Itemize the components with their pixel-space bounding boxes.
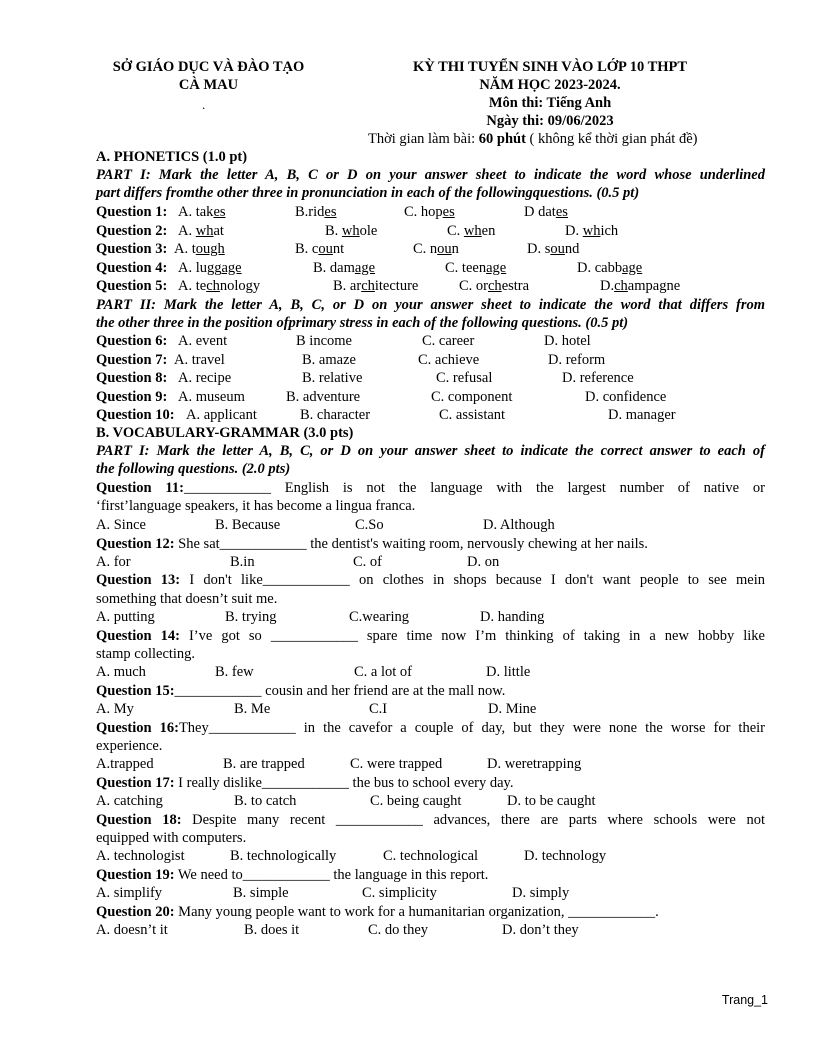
- option-b[interactable]: [313, 259, 375, 277]
- underlined-part: age: [221, 259, 242, 276]
- question-6-row: [96, 332, 776, 350]
- option-a[interactable]: A. putting: [96, 609, 155, 625]
- question-13-options: [96, 608, 776, 626]
- underlined-part: wh: [582, 222, 601, 239]
- exam-title: KỲ THI TUYỂN SINH VÀO LỚP 10 THPT: [412, 59, 688, 75]
- option-b[interactable]: B. to catch: [234, 793, 297, 809]
- option-c[interactable]: [445, 259, 506, 277]
- question-text: Despite many recent ____________ advances, there are parts where schools were not: [181, 812, 765, 828]
- option-text: D. cabb: [577, 259, 623, 276]
- question-12-options: [96, 553, 776, 571]
- question-14-options: [96, 663, 776, 681]
- question-label: Question 7:: [96, 351, 168, 368]
- option-d[interactable]: D. on: [467, 554, 500, 570]
- option-d[interactable]: D. simply: [512, 885, 570, 901]
- question-13: [96, 571, 765, 589]
- section-a-part1-instruction-2: part differs fromthe other three in pronunciation in each of the followingquestions. (0.5 pt): [96, 185, 640, 201]
- option-b[interactable]: [295, 203, 337, 221]
- question-3-row: [96, 240, 776, 258]
- option-d[interactable]: D. weretrapping: [487, 756, 582, 772]
- option-d[interactable]: D. manager: [608, 407, 676, 423]
- option-b[interactable]: [295, 240, 344, 258]
- school-year: NĂM HỌC 2023-2024.: [479, 77, 621, 93]
- option-text: B. dam: [313, 259, 355, 276]
- section-a-part1-instruction-1: PART I: Mark the letter A, B, C or D on your answer sheet to indicate the word whose underlined: [96, 167, 765, 183]
- question-5-row: [96, 277, 776, 295]
- question-label: Question 3:: [96, 241, 168, 257]
- option-text: A. lugg: [178, 259, 222, 276]
- question-11-cont: ‘first’language speakers, it has become a lingua franca.: [96, 498, 416, 514]
- option-b[interactable]: B. trying: [225, 609, 277, 625]
- option-d[interactable]: [565, 222, 618, 240]
- question-label: Question 18:: [96, 812, 182, 828]
- option-text: D dat: [524, 204, 556, 220]
- option-a[interactable]: A. Since: [96, 517, 146, 533]
- option-text: nt: [332, 241, 345, 257]
- time-allowed: [368, 130, 697, 148]
- option-text: ich: [600, 222, 619, 239]
- section-a-title: A. PHONETICS (1.0 pt): [96, 149, 248, 165]
- section-a-part2-instruction-2: the other three in the position ofprimary stress in each of the following questions. (0.5 pt): [96, 315, 629, 331]
- option-d[interactable]: [600, 277, 680, 295]
- underlined-part: ough: [195, 241, 225, 257]
- option-text: ampagne: [627, 278, 681, 294]
- option-text: A. tak: [178, 204, 214, 220]
- question-label: Question 1:: [96, 204, 168, 220]
- option-a[interactable]: A. much: [96, 664, 146, 680]
- option-a[interactable]: A. technologist: [96, 848, 185, 864]
- department-name: SỞ GIÁO DỤC VÀ ĐÀO TẠO: [112, 59, 305, 75]
- page-number: Trang_1: [721, 993, 768, 1007]
- option-a[interactable]: [174, 240, 225, 258]
- time-suffix: ( không kể thời gian phát đề): [525, 131, 698, 147]
- province-name: CÀ MAU: [178, 77, 239, 93]
- section-b-title: B. VOCABULARY-GRAMMAR (3.0 pts): [96, 425, 354, 441]
- option-a[interactable]: A. catching: [96, 793, 163, 809]
- option-a[interactable]: A. for: [96, 554, 131, 570]
- option-a[interactable]: A. event: [178, 333, 228, 349]
- option-a[interactable]: [178, 259, 242, 277]
- option-c[interactable]: C. component: [431, 388, 513, 405]
- underlined-part: ou: [437, 241, 452, 257]
- question-14: [96, 627, 765, 645]
- question-9-row: [96, 388, 776, 406]
- option-c[interactable]: C. career: [422, 333, 475, 349]
- question-label: Question 2:: [96, 222, 168, 239]
- option-text: ole: [359, 222, 378, 239]
- question-17: [96, 774, 513, 792]
- subject: Môn thi: Tiếng Anh: [488, 95, 612, 111]
- underlined-part: ch: [206, 278, 220, 294]
- option-c[interactable]: C. a lot of: [354, 664, 412, 680]
- question-label: Question 17:: [96, 775, 175, 791]
- option-b[interactable]: [325, 222, 377, 240]
- option-a[interactable]: A. recipe: [178, 370, 232, 386]
- question-label: Question 10:: [96, 407, 175, 423]
- option-text: itecture: [374, 278, 419, 294]
- section-b-part1-instruction-2: the following questions. (2.0 pts): [96, 461, 291, 477]
- option-c[interactable]: C. achieve: [418, 351, 480, 368]
- option-text: D. s: [527, 241, 551, 257]
- question-label: Question 15:: [96, 683, 175, 699]
- option-c[interactable]: C. were trapped: [350, 756, 443, 772]
- exam-date: Ngày thi: 09/06/2023: [486, 113, 614, 129]
- question-text: Many young people want to work for a humanitarian organization, ____________.: [174, 904, 659, 920]
- underlined-part: ch: [361, 278, 375, 294]
- question-20: [96, 903, 659, 921]
- underlined-part: wh: [463, 222, 482, 239]
- underlined-part: ou: [318, 241, 333, 257]
- option-d[interactable]: D. hotel: [544, 333, 591, 349]
- option-b[interactable]: [333, 277, 418, 295]
- option-a[interactable]: A. My: [96, 701, 134, 717]
- option-d[interactable]: D. little: [486, 664, 531, 680]
- section-b-part1-instruction-1: PART I: Mark the letter A, B, C, or D on your answer sheet to indicate the correct answer to each of: [96, 443, 765, 459]
- option-d[interactable]: D. confidence: [585, 388, 667, 405]
- question-label: Question 20:: [96, 904, 175, 920]
- option-text: B.rid: [295, 204, 325, 220]
- option-d[interactable]: D. Although: [483, 517, 555, 533]
- option-c[interactable]: C. do they: [368, 922, 429, 938]
- option-d[interactable]: D. reform: [548, 351, 606, 368]
- option-text: C. teen: [445, 259, 487, 276]
- option-text: C. or: [459, 278, 488, 294]
- underlined-part: es: [555, 204, 568, 220]
- question-label: Question 9:: [96, 388, 168, 405]
- question-12: [96, 535, 648, 553]
- option-d[interactable]: [524, 203, 568, 221]
- option-a[interactable]: A. doesn’t it: [96, 922, 168, 938]
- option-c[interactable]: C. being caught: [370, 793, 462, 809]
- option-d[interactable]: D. handing: [480, 609, 545, 625]
- option-text: C. hop: [404, 204, 443, 220]
- question-label: Question 19:: [96, 867, 175, 883]
- question-label: Question 16:: [96, 720, 179, 736]
- option-text: nology: [219, 278, 261, 294]
- option-b[interactable]: B income: [296, 333, 352, 349]
- question-19: [96, 866, 488, 884]
- option-c[interactable]: C. simplicity: [362, 885, 437, 901]
- question-19-options: [96, 884, 776, 902]
- question-text: I’ve got so ____________ spare time now I’m thinking of taking in a new hobby like: [179, 628, 765, 644]
- question-11: [96, 479, 765, 497]
- question-4-row: [96, 259, 776, 277]
- option-b[interactable]: B. amaze: [302, 351, 356, 368]
- option-d[interactable]: D. don’t they: [502, 922, 579, 938]
- question-15-options: [96, 700, 776, 718]
- option-c[interactable]: C. assistant: [439, 407, 506, 423]
- option-text: D.: [600, 278, 615, 294]
- option-b[interactable]: B. Me: [234, 701, 271, 717]
- underlined-part: wh: [195, 222, 214, 239]
- option-a[interactable]: A. travel: [174, 351, 225, 368]
- exam-header: [360, 58, 740, 130]
- option-text: A.: [178, 222, 196, 239]
- question-2-row: [96, 222, 776, 240]
- question-text: I don't like____________ on clothes in shops because I don't want people to see mein: [180, 572, 765, 588]
- question-label: Question 14:: [96, 628, 180, 644]
- option-text: nd: [564, 241, 580, 257]
- section-a-part2-instruction-1: PART II: Mark the letter A, B, C, or D on your answer sheet to indicate the word that differs from: [96, 297, 765, 313]
- question-18-options: [96, 847, 776, 865]
- question-label: Question 12:: [96, 536, 175, 552]
- option-text: B. c: [295, 241, 319, 257]
- option-text: n: [451, 241, 459, 257]
- option-b[interactable]: B. are trapped: [223, 756, 305, 772]
- question-text: They____________ in the cavefor a couple of day, but they were none the worse for their: [178, 720, 765, 736]
- option-b[interactable]: B. Because: [215, 517, 281, 533]
- option-text: B.: [325, 222, 342, 239]
- option-d[interactable]: D. Mine: [488, 701, 537, 717]
- option-a[interactable]: A. museum: [178, 388, 245, 405]
- underlined-part: wh: [341, 222, 360, 239]
- option-c[interactable]: [459, 277, 529, 295]
- option-d[interactable]: [577, 259, 642, 277]
- option-d[interactable]: D. technology: [524, 848, 607, 864]
- option-text: C.: [447, 222, 464, 239]
- option-text: D.: [565, 222, 583, 239]
- option-a[interactable]: [178, 277, 260, 295]
- question-16: [96, 719, 765, 737]
- option-d[interactable]: [527, 240, 579, 258]
- question-label: Question 13:: [96, 572, 181, 588]
- underlined-part: ch: [614, 278, 628, 294]
- question-10-row: [96, 406, 776, 424]
- option-c[interactable]: [413, 240, 459, 258]
- question-13-cont: something that doesn’t suit me.: [96, 591, 278, 607]
- option-c[interactable]: C.I: [369, 701, 388, 717]
- option-a[interactable]: A.trapped: [96, 756, 154, 772]
- question-16-options: [96, 755, 776, 773]
- option-text: C. n: [413, 241, 438, 257]
- question-label: Question 5:: [96, 278, 168, 294]
- question-label: Question 8:: [96, 370, 168, 386]
- option-d[interactable]: D. reference: [562, 370, 634, 386]
- question-17-options: [96, 792, 776, 810]
- question-14-cont: stamp collecting.: [96, 646, 196, 662]
- option-b[interactable]: B. adventure: [286, 388, 361, 405]
- time-value: 60 phút: [478, 131, 526, 147]
- option-a[interactable]: A. simplify: [96, 885, 163, 901]
- option-text: at: [213, 222, 224, 239]
- option-c[interactable]: [404, 203, 455, 221]
- underlined-part: ou: [550, 241, 565, 257]
- option-c[interactable]: C. of: [353, 554, 382, 570]
- option-c[interactable]: C. technological: [383, 848, 479, 864]
- question-label: Question 4:: [96, 259, 168, 276]
- question-15: [96, 682, 505, 700]
- underlined-part: age: [622, 259, 643, 276]
- question-1-row: [96, 203, 776, 221]
- option-b[interactable]: B. does it: [244, 922, 300, 938]
- question-text: ____________ English is not the language with the largest number of native or: [183, 480, 765, 496]
- option-text: B. ar: [333, 278, 362, 294]
- option-a[interactable]: [178, 203, 226, 221]
- option-b[interactable]: B. simple: [233, 885, 289, 901]
- question-label: Question 11:: [96, 480, 184, 496]
- question-20-options: [96, 921, 776, 939]
- option-a[interactable]: [178, 222, 224, 240]
- time-prefix: Thời gian làm bài:: [368, 131, 479, 147]
- option-b[interactable]: B. character: [300, 407, 371, 423]
- option-c[interactable]: C. refusal: [436, 370, 493, 386]
- question-text: We need to____________ the language in this report.: [174, 867, 489, 883]
- question-text: I really dislike____________ the bus to school every day.: [174, 775, 514, 791]
- option-c[interactable]: C.So: [355, 517, 384, 533]
- option-text: A. te: [178, 278, 207, 294]
- option-b[interactable]: B. few: [215, 664, 254, 680]
- underlined-part: age: [354, 259, 376, 276]
- option-d[interactable]: D. to be caught: [507, 793, 596, 809]
- question-text: She sat____________ the dentist's waiting room, nervously chewing at her nails.: [174, 536, 648, 552]
- underlined-part: es: [213, 204, 226, 220]
- underlined-part: ch: [488, 278, 502, 294]
- option-text: A. t: [174, 241, 196, 257]
- option-b[interactable]: B. technologically: [230, 848, 337, 864]
- department-header: [96, 58, 321, 94]
- question-text: ____________ cousin and her friend are at the mall now.: [174, 683, 506, 699]
- option-a[interactable]: A. applicant: [186, 407, 257, 423]
- option-c[interactable]: C.wearing: [349, 609, 409, 625]
- question-16-cont: experience.: [96, 738, 163, 754]
- option-b[interactable]: B.in: [230, 554, 255, 570]
- question-label: Question 6:: [96, 333, 168, 349]
- option-text: estra: [501, 278, 530, 294]
- underlined-part: age: [486, 259, 507, 276]
- question-8-row: [96, 369, 776, 387]
- question-18-cont: equipped with computers.: [96, 830, 247, 846]
- underlined-part: es: [324, 204, 337, 220]
- header-dot: .: [202, 97, 206, 112]
- option-c[interactable]: [447, 222, 495, 240]
- question-18: [96, 811, 765, 829]
- question-11-options: [96, 516, 776, 534]
- question-7-row: [96, 351, 776, 369]
- underlined-part: es: [442, 204, 455, 220]
- option-b[interactable]: B. relative: [302, 370, 363, 386]
- option-text: en: [481, 222, 496, 239]
